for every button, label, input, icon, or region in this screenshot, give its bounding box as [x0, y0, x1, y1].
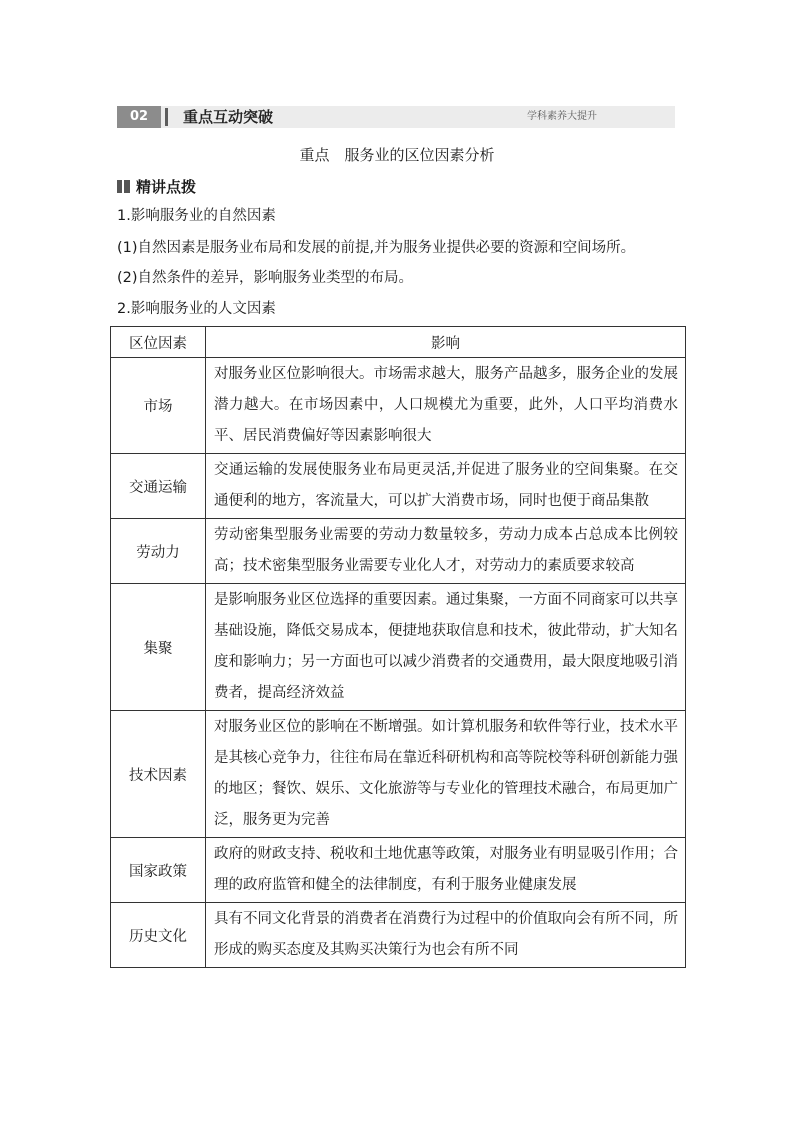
effect-cell: 对服务业区位影响很大。市场需求越大，服务产品越多，服务企业的发展潜力越大。在市场因素中，人口规模尤为重要，此外，人口平均消费水平、居民消费偏好等因素影响很大 [206, 358, 686, 454]
factor-cell: 交通运输 [111, 454, 206, 519]
topic-subtitle: 重点 服务业的区位因素分析 [299, 146, 495, 164]
human-factors-table [110, 326, 686, 968]
effect-cell: 具有不同文化背景的消费者在消费行为过程中的价值取向会有所不同，所形成的购买态度及其购买决策行为也会有所不同 [206, 903, 686, 968]
paragraph-natural-factors-1: (1)自然因素是服务业布局和发展的前提,并为服务业提供必要的资源和空间场所。 [117, 240, 636, 256]
effect-cell: 是影响服务业区位选择的重要因素。通过集聚，一方面不同商家可以共享基础设施，降低交易成本，便捷地获取信息和技术，彼此带动，扩大知名度和影响力；另一方面也可以减少消费者的交通费用，最大限度地吸引消费者，提高经济效益 [206, 584, 686, 711]
effect-cell: 政府的财政支持、税收和土地优惠等政策，对服务业有明显吸引作用；合理的政府监管和健全的法律制度，有利于服务业健康发展 [206, 838, 686, 903]
table-header-row [111, 327, 686, 358]
section-heading-label: 精讲点拨 [136, 177, 197, 196]
paragraph-natural-factors-heading: 1.影响服务业的自然因素 [117, 208, 276, 224]
factor-cell: 历史文化 [111, 903, 206, 968]
effect-cell: 劳动密集型服务业需要的劳动力数量较多，劳动力成本占总成本比例较高；技术密集型服务业需要专业化人才，对劳动力的素质要求较高 [206, 519, 686, 584]
table-row [111, 454, 686, 519]
table-row [111, 838, 686, 903]
table-row [111, 358, 686, 454]
factor-cell: 技术因素 [111, 711, 206, 838]
factor-cell: 国家政策 [111, 838, 206, 903]
header-factor: 区位因素 [111, 327, 206, 358]
paragraph-human-factors-heading: 2.影响服务业的人文因素 [117, 301, 276, 317]
section-title: 重点互动突破 [183, 108, 274, 126]
effect-cell: 交通运输的发展使服务业布局更灵活,并促进了服务业的空间集聚。在交通便利的地方，客流量大，可以扩大消费市场，同时也便于商品集散 [206, 454, 686, 519]
section-tagline: 学科素养大提升 [527, 111, 597, 122]
factor-cell: 市场 [111, 358, 206, 454]
factor-cell: 集聚 [111, 584, 206, 711]
section-heading [117, 175, 196, 197]
table-row [111, 519, 686, 584]
effect-cell: 对服务业区位的影响在不断增强。如计算机服务和软件等行业，技术水平是其核心竞争力，往往布局在靠近科研机构和高等院校等科研创新能力强的地区；餐饮、娱乐、文化旅游等与专业化的管理技术融合，布局更加广泛，服务更为完善 [206, 711, 686, 838]
section-number: 02 [117, 106, 161, 128]
header-divider [165, 108, 168, 126]
section-header-bar [117, 106, 675, 128]
factor-cell: 劳动力 [111, 519, 206, 584]
table-row [111, 584, 686, 711]
table-row [111, 903, 686, 968]
table-row [111, 711, 686, 838]
paragraph-natural-factors-2: (2)自然条件的差异，影响服务业类型的布局。 [117, 270, 414, 286]
section-marker-icon [117, 180, 130, 193]
header-effect: 影响 [206, 327, 686, 358]
